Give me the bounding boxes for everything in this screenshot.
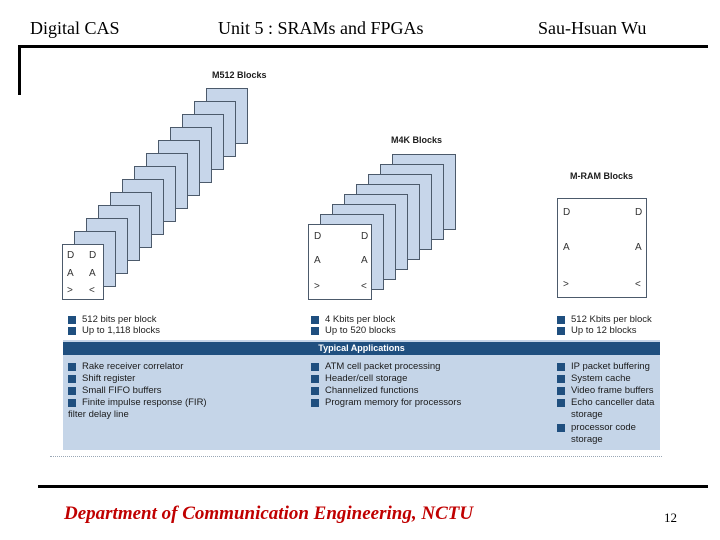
stack-label-mram: M-RAM Blocks — [570, 171, 634, 181]
bullet-icon — [68, 327, 76, 335]
app-item: Small FIFO buffers — [68, 385, 162, 397]
stack-label-m512: M512 Blocks — [212, 70, 267, 80]
port-d1-m512: D — [67, 250, 75, 261]
port-clk2-mram: < — [635, 279, 641, 290]
port-a1-mram: A — [563, 242, 570, 253]
port-clk1-m512: > — [67, 285, 73, 296]
bullet-icon — [68, 363, 76, 371]
port-clk2-m4k: < — [361, 281, 367, 292]
app-item: ATM cell packet processing — [311, 361, 440, 373]
bullet-icon — [557, 424, 565, 432]
bullet-icon — [68, 316, 76, 324]
header-course: Digital CAS — [30, 18, 120, 38]
footer-department: Department of Communication Engineering, NCTU — [64, 503, 474, 524]
app-item-continued: storage — [571, 434, 603, 445]
spec-mram-count: Up to 12 blocks — [557, 325, 636, 336]
app-item: Rake receiver correlator — [68, 361, 183, 373]
port-clk1-mram: > — [563, 279, 569, 290]
port-a2-mram: A — [635, 242, 642, 253]
app-item: Finite impulse response (FIR) — [68, 397, 207, 409]
app-item: Program memory for processors — [311, 397, 461, 409]
bullet-icon — [557, 327, 565, 335]
bullet-icon — [311, 327, 319, 335]
port-d2-m512: D — [89, 250, 97, 261]
bullet-icon — [68, 375, 76, 383]
bullet-icon — [557, 316, 565, 324]
port-d1-mram: D — [563, 207, 571, 218]
left-rule — [18, 45, 21, 95]
front-block-mram — [557, 198, 647, 298]
figure-bottom-border — [50, 456, 662, 457]
applications-header: Typical Applications — [63, 342, 660, 355]
bullet-icon — [557, 363, 565, 371]
page-number: 12 — [664, 510, 677, 525]
port-a1-m512: A — [67, 268, 74, 279]
spec-mram-bits: 512 Kbits per block — [557, 314, 652, 325]
bullet-icon — [311, 316, 319, 324]
header-unit-title: Unit 5 : SRAMs and FPGAs — [218, 18, 424, 38]
bullet-icon — [311, 363, 319, 371]
app-item: Shift register — [68, 373, 135, 385]
bullet-icon — [311, 375, 319, 383]
bottom-rule — [38, 485, 708, 488]
top-rule — [18, 45, 708, 48]
bullet-icon — [557, 375, 565, 383]
port-clk2-m512: < — [89, 285, 95, 296]
port-d2-m4k: D — [361, 231, 369, 242]
app-item-continued: filter delay line — [68, 409, 129, 420]
bullet-icon — [311, 399, 319, 407]
bullet-icon — [68, 387, 76, 395]
app-item: Header/cell storage — [311, 373, 407, 385]
app-item: Video frame buffers — [557, 385, 654, 397]
header-author: Sau-Hsuan Wu — [538, 18, 647, 38]
bullet-icon — [557, 387, 565, 395]
bullet-icon — [311, 387, 319, 395]
memory-blocks-figure — [48, 60, 668, 460]
port-a2-m4k: A — [361, 255, 368, 266]
front-block-m4k — [308, 224, 372, 300]
stack-label-m4k: M4K Blocks — [391, 135, 443, 145]
app-item: IP packet buffering — [557, 361, 650, 373]
port-d2-mram: D — [635, 207, 643, 218]
app-item-continued: storage — [571, 409, 603, 420]
bullet-icon — [557, 399, 565, 407]
app-item: Echo canceller data — [557, 397, 654, 409]
spec-m512-bits: 512 bits per block — [68, 314, 156, 325]
app-item: Channelized functions — [311, 385, 418, 397]
app-item: processor code — [557, 422, 636, 434]
spec-m4k-bits: 4 Kbits per block — [311, 314, 395, 325]
bullet-icon — [68, 399, 76, 407]
port-clk1-m4k: > — [314, 281, 320, 292]
port-d1-m4k: D — [314, 231, 322, 242]
app-item: System cache — [557, 373, 631, 385]
port-a1-m4k: A — [314, 255, 321, 266]
front-block-m512 — [62, 244, 104, 300]
port-a2-m512: A — [89, 268, 96, 279]
spec-m512-count: Up to 1,118 blocks — [68, 325, 160, 336]
spec-m4k-count: Up to 520 blocks — [311, 325, 396, 336]
